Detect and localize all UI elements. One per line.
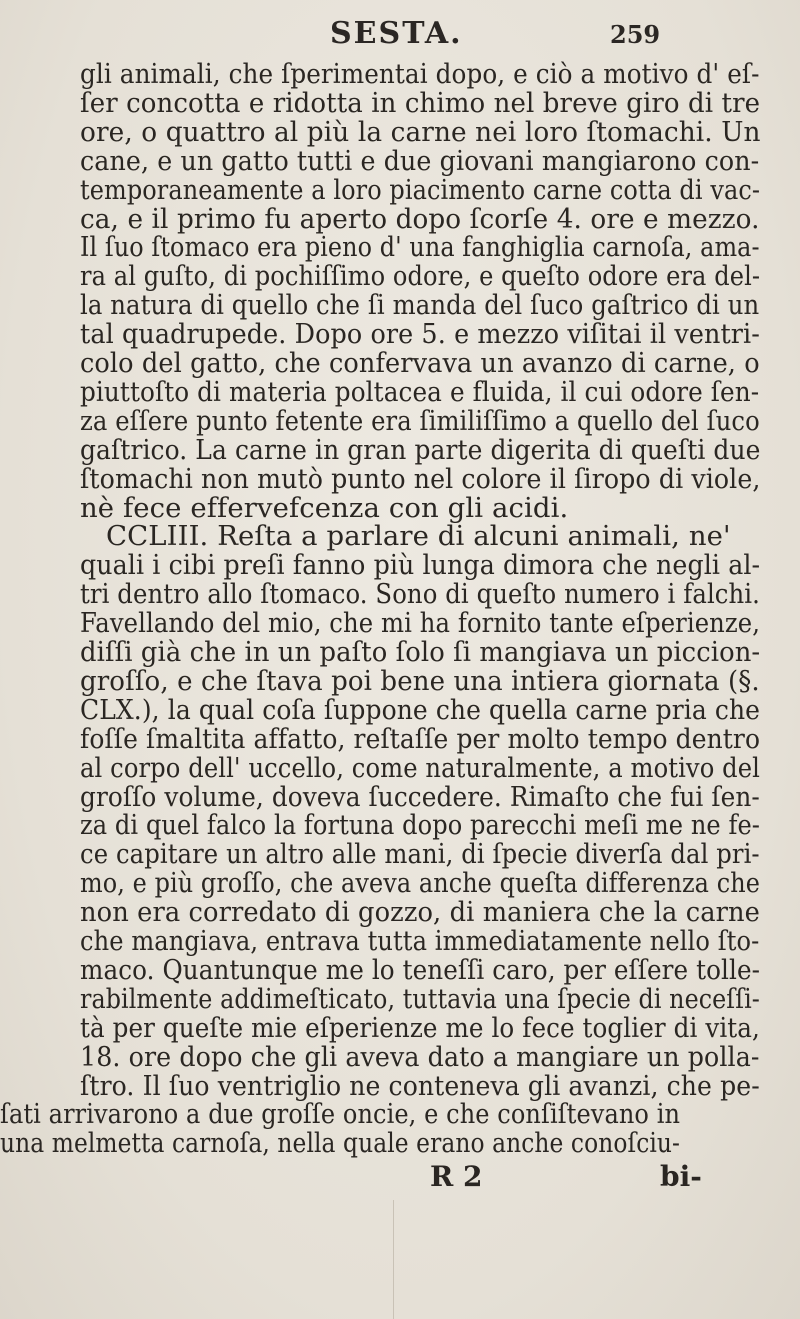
text-line: CLX.), la qual coſa ſuppone che quella carne pria che xyxy=(80,693,761,726)
page-header xyxy=(0,14,800,64)
text-line: za di quel falco la fortuna dopo parecchi meſi me ne fe- xyxy=(80,809,761,842)
text-line: maco. Quantunque me lo teneſſi caro, per eſſere tolle- xyxy=(80,953,761,986)
page-footer xyxy=(0,1160,800,1200)
text-line: za eſſere punto fetente era ſimiliſſimo a quello del ſuco xyxy=(80,404,760,437)
signature-mark: R 2 xyxy=(430,1160,483,1194)
page-crease xyxy=(393,1200,394,1319)
section-heading-line: CCLIII. Reſta a parlare di alcuni animali, ne' xyxy=(106,520,731,553)
text-line: nè fece effervefcenza con gli acidi. xyxy=(80,491,569,524)
text-line: non era corredato di gozzo, di maniera che la carne xyxy=(80,896,760,929)
text-line: ſer concotta e ridotta in chimo nel breve giro di tre xyxy=(80,86,761,119)
text-line: 18. ore dopo che gli aveva dato a mangiare un polla- xyxy=(80,1040,760,1073)
text-line: temporaneamente a loro piacimento carne cotta di vac- xyxy=(80,173,761,206)
text-line: cane, e un gatto tutti e due giovani mangiarono con- xyxy=(80,144,760,177)
text-line: colo del gatto, che confervava un avanzo di carne, o xyxy=(80,347,760,379)
text-line: mo, e più groſſo, che aveva anche queſta differenza che xyxy=(80,867,760,900)
text-line: gaſtrico. La carne in gran parte digerita di queſti due xyxy=(80,433,761,466)
text-line: che mangiava, entrava tutta immediatamente nello ſto- xyxy=(80,925,760,957)
text-line: ſtro. Il ſuo ventriglio ne conteneva gli avanzi, che pe- xyxy=(80,1069,760,1102)
running-head: SESTA. xyxy=(330,16,463,51)
text-line: ra al guſto, di pochiſſimo odore, e queſto odore era del- xyxy=(80,260,761,293)
text-line: diſſi già che in un paſto ſolo ſi mangiava un piccion- xyxy=(80,636,761,668)
text-line: tal quadrupede. Dopo ore 5. e mezzo viſitai il ventri- xyxy=(80,318,760,351)
text-line: tà per queſte mie eſperienze me lo fece toglier di vita, xyxy=(80,1011,760,1044)
text-line: ſtomachi non mutò punto nel colore il ſiropo di viole, xyxy=(80,462,761,495)
text-line: rabilmente addimeſticato, tuttavia una ſpecie di neceſſi- xyxy=(80,982,760,1015)
text-line: Favellando del mio, che mi ha fornito tante eſperienze, xyxy=(80,607,761,640)
text-line: ore, o quattro al più la carne nei loro ſtomachi. Un xyxy=(80,115,761,148)
text-line: gli animali, che ſperimentai dopo, e ciò a motivo d' eſ- xyxy=(80,58,760,90)
text-line: quali i cibi preſi fanno più lunga dimora che negli al- xyxy=(80,549,761,582)
catchword: bi- xyxy=(660,1160,702,1194)
text-line: groſſo volume, doveva ſuccedere. Rimaſto che fui ſen- xyxy=(80,780,760,813)
text-line: groſſo, e che ſtava poi bene una intiera giornata (§. xyxy=(80,664,760,697)
text-line: al corpo dell' uccello, come naturalmente, a motivo del xyxy=(80,751,761,784)
text-line: ca, e il primo fu aperto dopo ſcorſe 4. ore e mezzo. xyxy=(80,202,760,235)
text-line: tri dentro allo ſtomaco. Sono di queſto numero i falchi. xyxy=(80,578,760,611)
text-line: la natura di quello che ſi manda del ſuco gaſtrico di un xyxy=(80,289,760,322)
text-line: ſati arrivarono a due groſſe oncie, e che conſiſtevano in xyxy=(0,1098,681,1131)
text-line: una melmetta carnoſa, nella quale erano anche conoſciu- xyxy=(0,1127,681,1160)
text-line: foſſe ſmaltita affatto, reſtaſſe per molto tempo dentro xyxy=(80,722,761,755)
page-number: 259 xyxy=(610,20,661,49)
text-line: Il ſuo ſtomaco era pieno d' una fanghiglia carnoſa, ama- xyxy=(80,231,760,264)
text-line: ce capitare un altro alle mani, di ſpecie diverſa dal pri- xyxy=(80,838,760,871)
text-line: piuttoſto di materia poltacea e fluida, il cui odore ſen- xyxy=(80,375,760,408)
